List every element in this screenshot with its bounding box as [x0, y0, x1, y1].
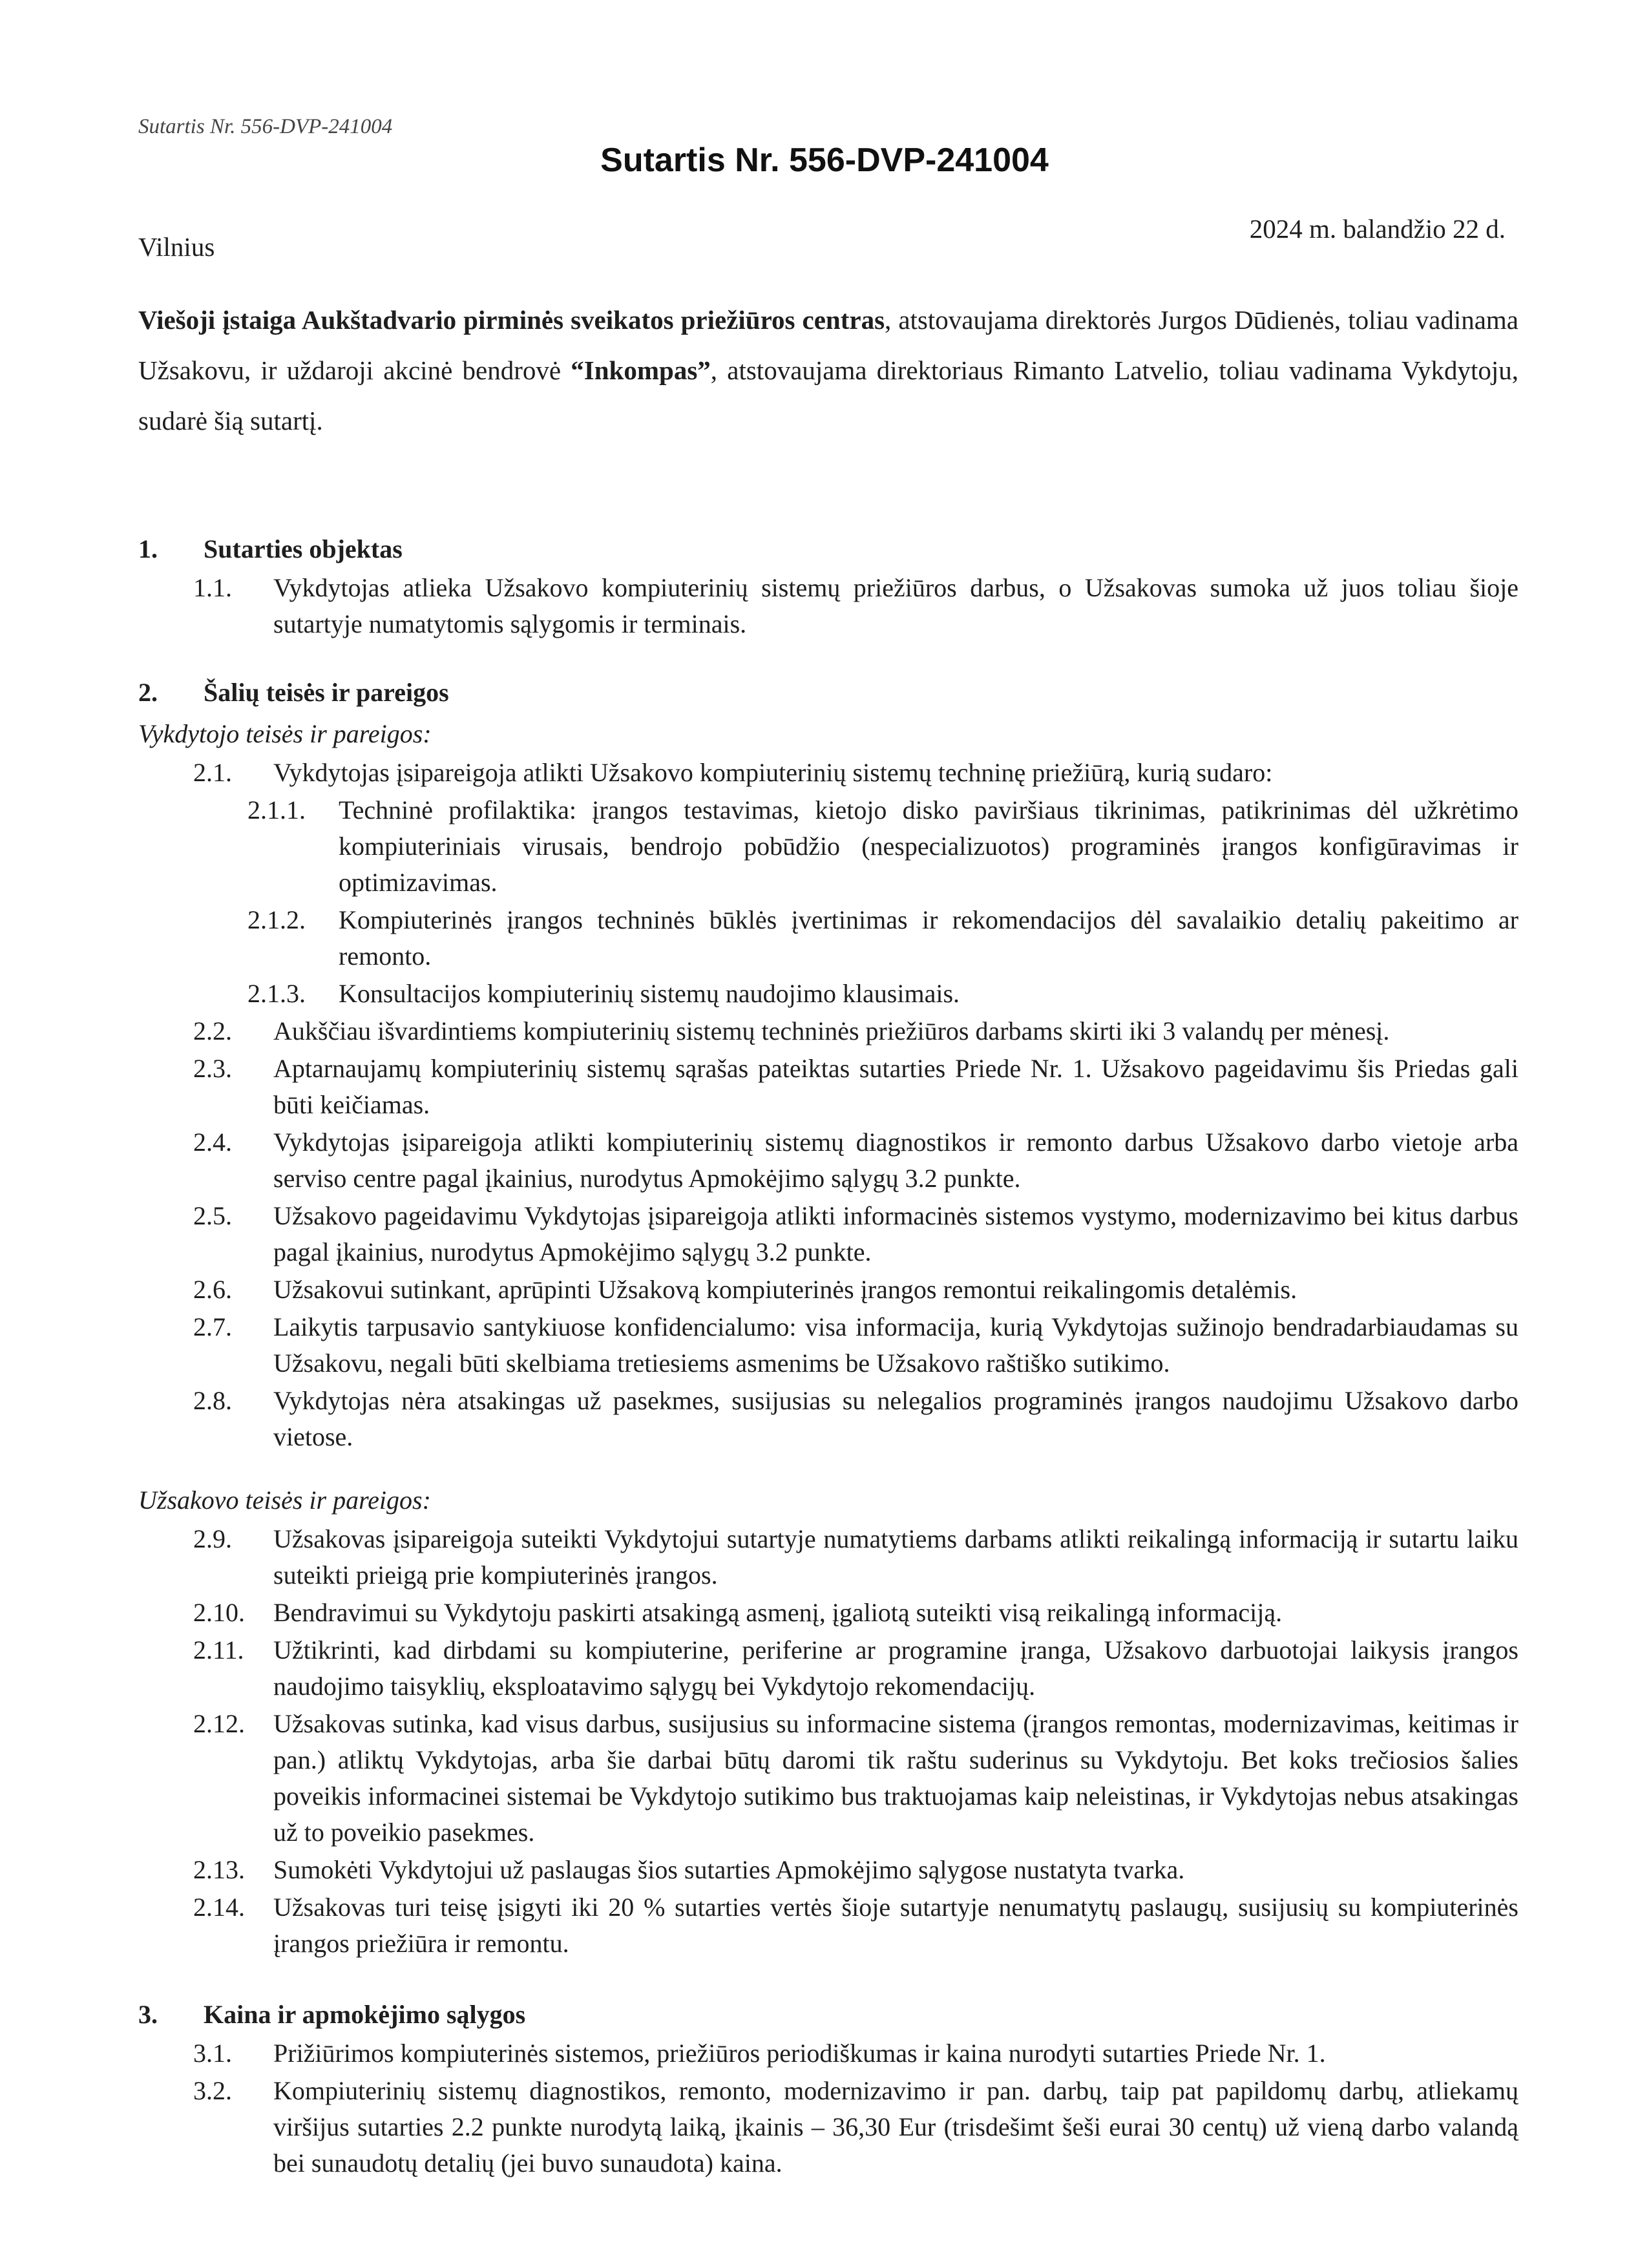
customer-name: Viešoji įstaiga Aukštadvario pirminės sveikatos priežiūros centras [138, 305, 885, 335]
clause-number: 3.2. [193, 2076, 232, 2105]
clause-number: 2.3. [193, 1054, 232, 1083]
clause-number: 2.4. [193, 1128, 232, 1157]
clause-number: 1.1. [193, 573, 232, 602]
section-heading [138, 530, 1518, 569]
clause-item [138, 1051, 1518, 1123]
section-title: Šalių teisės ir pareigos [204, 678, 449, 707]
clause-item [138, 1124, 1518, 1197]
subsection-title: Užsakovo teisės ir pareigos: [138, 1486, 431, 1515]
clause-number: 2.8. [193, 1386, 232, 1415]
clause-number: 2.1.2. [247, 905, 306, 934]
section-3 [138, 1995, 1518, 2181]
clause-item [138, 792, 1518, 901]
clause-item [138, 1272, 1518, 1308]
contract-date: 2024 m. balandžio 22 d. [1249, 214, 1506, 244]
clause-text: Aukščiau išvardintiems kompiuterinių sistemų techninės priežiūros darbams skirti iki 3 valandų per mėnesį. [273, 1016, 1390, 1045]
clause-number: 2.10. [193, 1598, 245, 1627]
clause-item [138, 570, 1518, 642]
clause-text: Vykdytojas atlieka Užsakovo kompiuterinių sistemų priežiūros darbus, o Užsakovas sumoka už juos toliau šioje sutartyje numatytomis sąlygomis ir terminais. [273, 573, 1518, 638]
clause-number: 2.12. [193, 1709, 245, 1738]
clause-text: Užsakovui sutinkant, aprūpinti Užsakovą kompiuterinės įrangos remontui reikalingomis detalėmis. [273, 1275, 1297, 1304]
clause-number: 2.7. [193, 1312, 232, 1341]
clause-item [138, 1595, 1518, 1631]
clause-number: 2.2. [193, 1016, 232, 1045]
clause-text: Užtikrinti, kad dirbdami su kompiuterine, periferine ar programine įranga, Užsakovo darbuotojai laikysis įrangos naudojimo taisyklių, eksploatavimo sąlygų bei Vykdytojo rekomendacijų. [273, 1635, 1518, 1701]
section-title: Kaina ir apmokėjimo sąlygos [204, 2000, 526, 2029]
clause-text: Užsakovo pageidavimu Vykdytojas įsipareigoja atlikti informacinės sistemos vystymo, modernizavimo bei kitus darbus pagal įkainius, nurodytus Apmokėjimo sąlygų 3.2 punkte. [273, 1201, 1518, 1266]
clause-item [138, 902, 1518, 974]
clause-item [138, 1383, 1518, 1455]
clause-item [138, 1521, 1518, 1593]
running-header: Sutartis Nr. 556-DVP-241004 [138, 115, 393, 138]
clause-item [138, 976, 1518, 1012]
section-number: 2. [138, 678, 158, 707]
clause-item [138, 1889, 1518, 1962]
clause-number: 3.1. [193, 2039, 232, 2068]
clause-item [138, 1706, 1518, 1851]
clause-text: Vykdytojas įsipareigoja atlikti Užsakovo kompiuterinių sistemų techninę priežiūrą, kurią sudaro: [273, 758, 1273, 787]
clause-text: Užsakovas turi teisę įsigyti iki 20 % sutarties vertės šioje sutartyje nenumatytų paslaugų, susijusių su kompiuterinės įrangos priežiūra ir remontu. [273, 1893, 1518, 1958]
clause-text: Aptarnaujamų kompiuterinių sistemų sąrašas pateiktas sutarties Priede Nr. 1. Užsakovo pageidavimu šis Priedas gali būti keičiamas. [273, 1054, 1518, 1119]
clause-item [138, 1852, 1518, 1888]
intro-text-1: , atstovaujama direktorės Jurgos Dūdienės, toliau vadinama Užsakovu, ir uždaroji akcinė bendrovė [138, 305, 1518, 385]
clause-number: 2.14. [193, 1893, 245, 1922]
clause-number: 2.5. [193, 1201, 232, 1230]
clause-item [138, 2073, 1518, 2181]
section-heading [138, 1995, 1518, 2034]
clause-text: Užsakovas įsipareigoja suteikti Vykdytojui sutartyje numatytiems darbams atlikti reikalingą informaciją ir sutartu laiku suteikti prieigą prie kompiuterinės įrangos. [273, 1524, 1518, 1590]
clause-text: Prižiūrimos kompiuterinės sistemos, priežiūros periodiškumas ir kaina nurodyti sutarties Priede Nr. 1. [273, 2039, 1326, 2068]
clause-number: 2.13. [193, 1855, 245, 1884]
clause-item [138, 755, 1518, 791]
clause-text: Sumokėti Vykdytojui už paslaugas šios sutarties Apmokėjimo sąlygose nustatyta tvarka. [273, 1855, 1185, 1884]
clause-text: Kompiuterinių sistemų diagnostikos, remonto, modernizavimo ir pan. darbų, taip pat papildomų darbų, atliekamų viršijus sutarties 2.2 punkte nurodytą laiką, įkainis – 36,30 Eur (trisdešimt šeši eurai 30 centų) už vieną darbo valandą bei sunaudotų detalių (jei buvo sunaudota) kaina. [273, 2076, 1518, 2178]
clause-text: Vykdytojas įsipareigoja atlikti kompiuterinių sistemų diagnostikos ir remonto darbus Užsakovo darbo vietoje arba serviso centre pagal įkainius, nurodytus Apmokėjimo sąlygų 3.2 punkte. [273, 1128, 1518, 1193]
section-number: 1. [138, 534, 158, 563]
clause-text: Laikytis tarpusavio santykiuose konfidencialumo: visa informacija, kurią Vykdytojas sužinojo bendradarbiaudamas su Užsakovu, negali būti skelbiama tretiesiems asmenims be Užsakovo raštiško sutikimo. [273, 1312, 1518, 1378]
clause-text: Užsakovas sutinka, kad visus darbus, susijusius su informacine sistema (įrangos remontas, modernizavimas, keitimas ir pan.) atliktų Vykdytojas, arba šie darbai būtų daromi tik raštu suderinus su Vykdytoju. Bet koks trečiosios šalies poveikis informacinei sistemai be Vykdytojo sutikimo bus traktuojamas kaip neleistinas, ir Vykdytojas nebus atsakingas už to poveikio pasekmes. [273, 1709, 1518, 1847]
clause-text: Konsultacijos kompiuterinių sistemų naudojimo klausimais. [339, 979, 960, 1008]
section-2 [138, 673, 1518, 1962]
clause-text: Vykdytojas nėra atsakingas už pasekmes, susijusias su nelegalios programinės įrangos naudojimu Užsakovo darbo vietose. [273, 1386, 1518, 1451]
clause-number: 2.1.1. [247, 795, 306, 824]
clause-number: 2.1. [193, 758, 232, 787]
subsection-title: Vykdytojo teisės ir pareigos: [138, 719, 432, 748]
city: Vilnius [138, 232, 215, 262]
section-number: 3. [138, 2000, 158, 2029]
clause-item [138, 1309, 1518, 1381]
clause-item [138, 2035, 1518, 2072]
document-title: Sutartis Nr. 556-DVP-241004 [600, 142, 1049, 179]
clause-item [138, 1198, 1518, 1270]
clause-number: 2.11. [193, 1635, 244, 1664]
clause-text: Kompiuterinės įrangos techninės būklės įvertinimas ir rekomendacijos dėl savalaikio detalių pakeitimo ar remonto. [339, 905, 1518, 971]
intro-paragraph [138, 295, 1518, 446]
clause-text: Techninė profilaktika: įrangos testavimas, kietojo disko paviršiaus tikrinimas, patikrinimas dėl užkrėtimo kompiuteriniais virusais, bendrojo pobūdžio (nespecializuotos) programinės įrangos konfigūravimas ir optimizavimas. [339, 795, 1518, 897]
clause-number: 2.1.3. [247, 979, 306, 1008]
clause-number: 2.9. [193, 1524, 232, 1553]
section-1 [138, 530, 1518, 642]
contractor-name: “Inkompas” [571, 355, 711, 385]
clause-text: Bendravimui su Vykdytoju paskirti atsakingą asmenį, įgaliotą suteikti visą reikalingą informaciją. [273, 1598, 1283, 1627]
section-title: Sutarties objektas [204, 534, 403, 563]
clause-number: 2.6. [193, 1275, 232, 1304]
intro-text-2: , atstovaujama direktoriaus Rimanto Latvelio, toliau vadinama Vykdytoju, sudarė šią sutartį. [138, 355, 1518, 436]
section-heading [138, 673, 1518, 712]
clause-item [138, 1013, 1518, 1049]
clause-item [138, 1632, 1518, 1705]
